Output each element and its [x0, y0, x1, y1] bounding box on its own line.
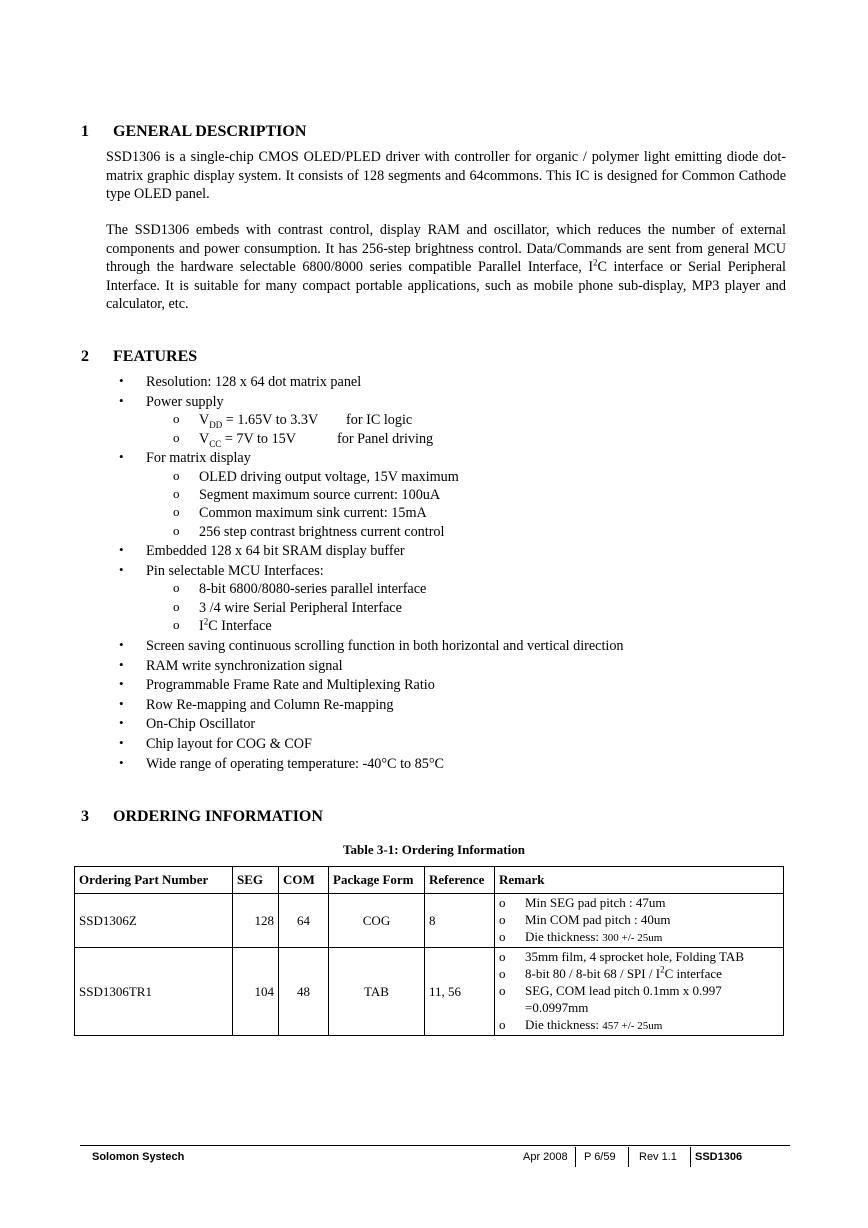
package-cell: TAB — [329, 948, 425, 1036]
feature-subitem — [199, 411, 318, 429]
table-row — [75, 894, 784, 948]
feature-item: Programmable Frame Rate and Multiplexing Ratio — [146, 677, 435, 693]
sub-bullet-icon: o — [173, 504, 180, 519]
superscript: 2 — [593, 257, 598, 268]
remark-list — [499, 894, 779, 947]
feature-subitem: OLED driving output voltage, 15V maximum — [199, 469, 459, 485]
section-number: 2 — [81, 348, 89, 365]
bullet-icon: • — [119, 715, 124, 730]
bullet-icon: • — [119, 393, 124, 408]
sub-bullet-icon: o — [173, 599, 180, 614]
column-header: Ordering Part Number — [75, 867, 233, 894]
table-caption: Table 3-1: Ordering Information — [343, 842, 525, 857]
sub-bullet-icon: o — [173, 580, 180, 595]
remark-item: o SEG, COM lead pitch 0.1mm x 0.997 =0.0997mm — [499, 982, 779, 1016]
remark-value: 457 +/- 25um — [602, 1020, 663, 1032]
footer-part: SSD1306 — [695, 1151, 743, 1163]
com-cell: 64 — [279, 894, 329, 948]
com-cell: 48 — [279, 948, 329, 1036]
bullet-icon: • — [119, 755, 124, 770]
remark-item: o Min SEG pad pitch : 47um — [499, 894, 779, 911]
remark-list — [499, 948, 779, 1035]
footer-separator — [690, 1147, 691, 1167]
part-number-cell: SSD1306TR1 — [75, 948, 233, 1036]
seg-cell: 128 — [233, 894, 279, 948]
column-header: Reference — [425, 867, 495, 894]
section-number: 3 — [81, 808, 89, 825]
bullet-icon: • — [119, 637, 124, 652]
seg-cell: 104 — [233, 948, 279, 1036]
table-header-row — [75, 867, 784, 894]
column-header: Package Form — [329, 867, 425, 894]
feature-subitem — [199, 430, 296, 448]
ordering-table — [74, 866, 784, 1036]
column-header: SEG — [233, 867, 279, 894]
feature-item: RAM write synchronization signal — [146, 658, 343, 674]
remark-cell — [495, 894, 784, 948]
footer-separator — [628, 1147, 629, 1167]
remark-item: o 35mm film, 4 sprocket hole, Folding TAB — [499, 948, 779, 965]
reference-cell: 8 — [425, 894, 495, 948]
feature-subitem: Common maximum sink current: 15mA — [199, 505, 427, 521]
feature-note: for IC logic — [346, 412, 413, 428]
sub-bullet-icon: o — [173, 411, 180, 426]
feature-item: For matrix display — [146, 450, 251, 466]
remark-item — [499, 965, 779, 982]
superscript: 2 — [203, 616, 209, 627]
subscript: DD — [209, 419, 223, 430]
footer-revision: Rev 1.1 — [639, 1151, 677, 1163]
subscript: CC — [209, 438, 222, 449]
sub-bullet-icon: o — [173, 468, 180, 483]
bullet-icon: • — [119, 676, 124, 691]
part-number-cell: SSD1306Z — [75, 894, 233, 948]
text: I — [199, 618, 204, 634]
general-paragraph-2 — [106, 221, 786, 314]
section-number: 1 — [81, 123, 89, 140]
bullet-icon: • — [119, 449, 124, 464]
section-title: ORDERING INFORMATION — [113, 808, 323, 825]
remark-item — [499, 928, 779, 947]
feature-item: Resolution: 128 x 64 dot matrix panel — [146, 374, 362, 390]
symbol: V — [199, 431, 210, 447]
feature-subitem: 3 /4 wire Serial Peripheral Interface — [199, 600, 402, 616]
remark-item — [499, 1016, 779, 1035]
superscript: 2 — [660, 964, 665, 975]
sub-bullet-icon: o — [173, 430, 180, 445]
feature-item: Screen saving continuous scrolling function in both horizontal and vertical direction — [146, 638, 624, 654]
text: C Interface — [208, 618, 272, 634]
footer-company: Solomon Systech — [92, 1151, 185, 1163]
bullet-icon: • — [119, 562, 124, 577]
footer-date: Apr 2008 — [523, 1151, 568, 1163]
feature-item: Embedded 128 x 64 bit SRAM display buffer — [146, 543, 405, 559]
feature-subitem: 256 step contrast brightness current control — [199, 524, 445, 540]
feature-item: On-Chip Oscillator — [146, 716, 256, 732]
bullet-icon: • — [119, 696, 124, 711]
remark-value: 300 +/- 25um — [602, 932, 663, 944]
remark-text: Die thickness: — [525, 1017, 603, 1032]
symbol: V — [199, 412, 210, 428]
bullet-icon: • — [119, 373, 124, 388]
remark-text: 8-bit 80 / 8-bit 68 / SPI / I — [525, 966, 661, 981]
footer-divider — [80, 1145, 790, 1146]
sub-bullet-icon: o — [173, 523, 180, 538]
remark-text: C interface — [664, 966, 722, 981]
reference-cell: 11, 56 — [425, 948, 495, 1036]
sub-bullet-icon: o — [173, 617, 180, 632]
value: = 7V to 15V — [221, 431, 297, 447]
feature-item: Wide range of operating temperature: -40°C to 85°C — [146, 756, 444, 772]
feature-subitem: Segment maximum source current: 100uA — [199, 487, 441, 503]
bullet-icon: • — [119, 657, 124, 672]
footer-page: P 6/59 — [584, 1151, 616, 1163]
feature-note: for Panel driving — [337, 431, 434, 447]
bullet-icon: • — [119, 735, 124, 750]
paragraph-text: C interface or Serial Peripheral Interface. It is suitable for many compact portable applications, such as mobile phone sub-display, MP3 player and calculator, etc. — [106, 259, 786, 312]
bullet-icon: • — [119, 542, 124, 557]
feature-item: Power supply — [146, 394, 224, 410]
remark-item: o Min COM pad pitch : 40um — [499, 911, 779, 928]
table-row — [75, 948, 784, 1036]
column-header: Remark — [495, 867, 784, 894]
feature-item: Chip layout for COG & COF — [146, 736, 312, 752]
section-title: GENERAL DESCRIPTION — [113, 123, 307, 140]
general-paragraph-1: SSD1306 is a single-chip CMOS OLED/PLED driver with controller for organic / polymer light emitting diode dot-matrix graphic display system. It consists of 128 segments and 64commons. This IC is designed for Common Cathode type OLED panel. — [106, 149, 786, 202]
feature-item: Pin selectable MCU Interfaces: — [146, 563, 324, 579]
value: = 1.65V to 3.3V — [222, 412, 319, 428]
column-header: COM — [279, 867, 329, 894]
feature-item: Row Re-mapping and Column Re-mapping — [146, 697, 394, 713]
sub-bullet-icon: o — [173, 486, 180, 501]
paragraph-text: The SSD1306 embeds with contrast control, display RAM and oscillator, which reduces the number of external components and power consumption. It has 256-step brightness control. Data/Commands are sent from general MCU through the hardware selectable 6800/8000 series compatible Parallel Interface, I — [106, 222, 786, 275]
feature-subitem — [199, 617, 272, 635]
footer-separator — [575, 1147, 576, 1167]
package-cell: COG — [329, 894, 425, 948]
remark-text: Die thickness: — [525, 929, 603, 944]
remark-cell — [495, 948, 784, 1036]
feature-subitem: 8-bit 6800/8080-series parallel interface — [199, 581, 427, 597]
section-title: FEATURES — [113, 348, 198, 365]
